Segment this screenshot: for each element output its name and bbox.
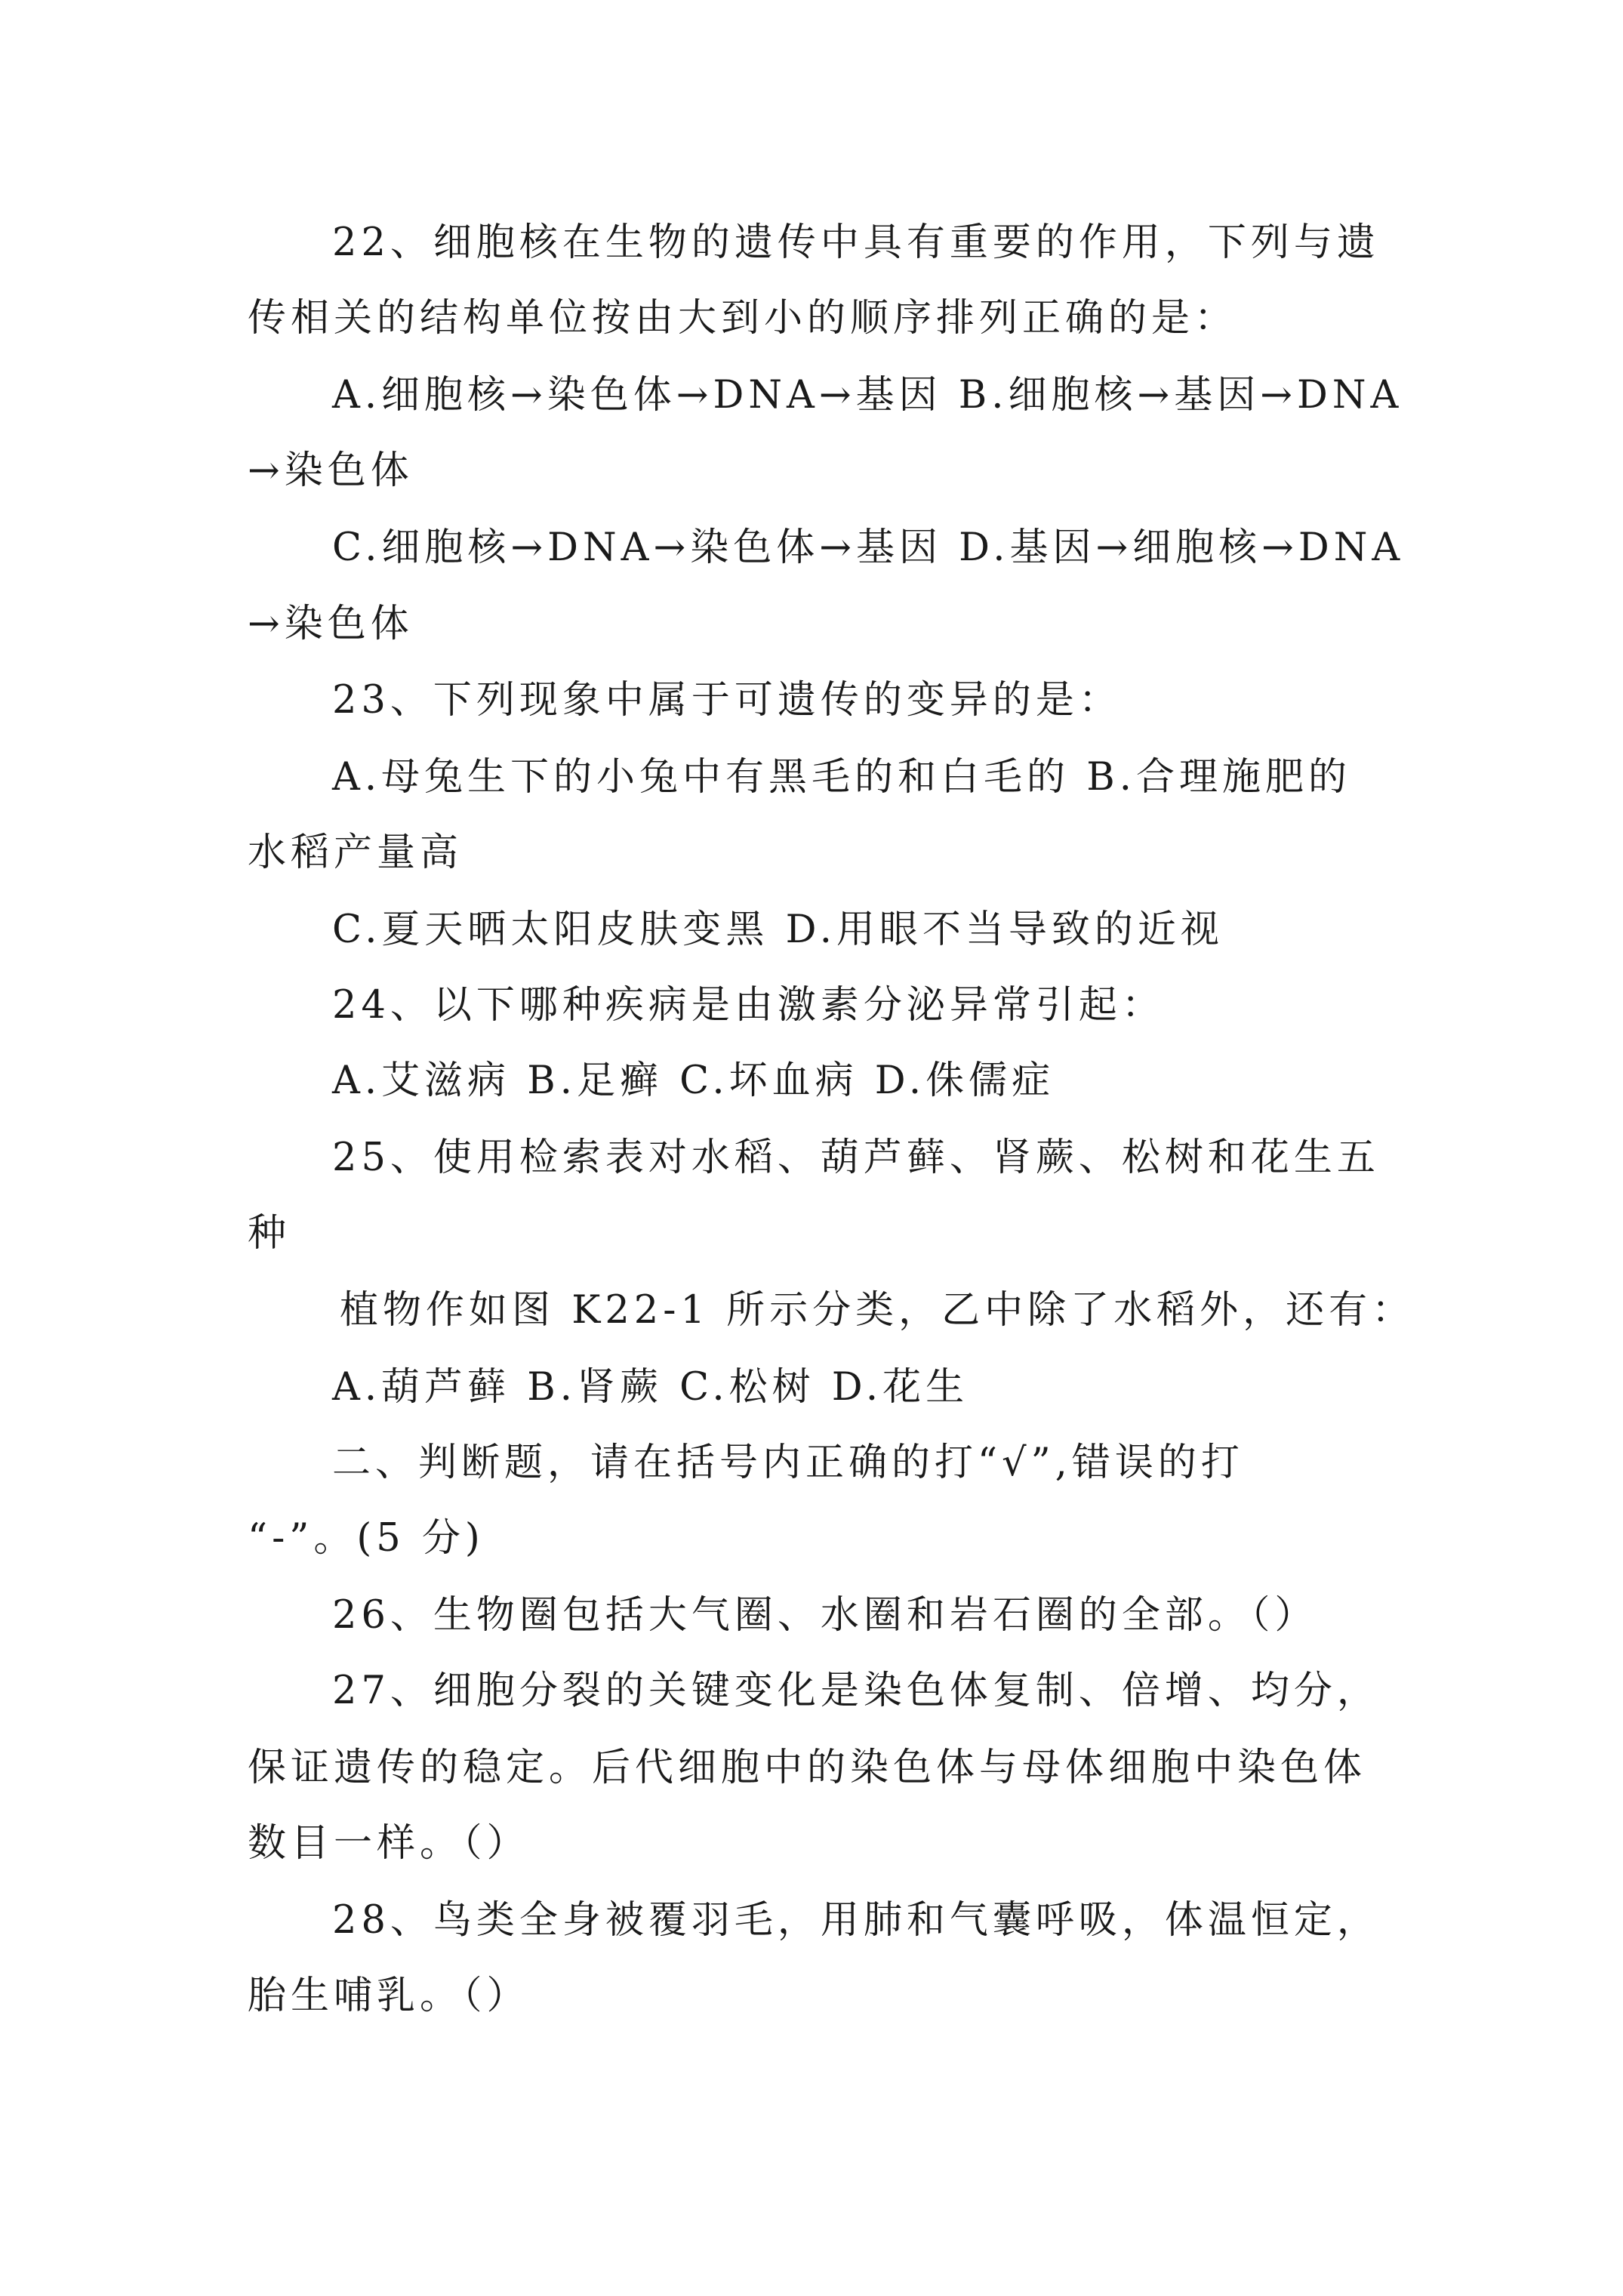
q24-stem: 24、以下哪种疾病是由激素分泌异常引起： <box>332 983 1165 1028</box>
section-2-heading-line-2: “-”。(5 分) <box>248 1516 485 1561</box>
q23-stem: 23、下列现象中属于可遗传的变异的是： <box>332 678 1122 723</box>
q28-statement-line-2: 胎生哺乳。（） <box>248 1974 530 2018</box>
q23-options-line-2: 水稻产量高 <box>248 831 463 875</box>
q25-stem-line-1: 25、使用检索表对水稻、葫芦藓、肾蕨、松树和花生五 <box>332 1136 1380 1180</box>
q25-options: A.葫芦藓 B.肾蕨 C.松树 D.花生 <box>332 1365 969 1410</box>
q26-statement: 26、生物圈包括大气圈、水圈和岩石圈的全部。（） <box>332 1593 1318 1638</box>
q25-stem-line-2: 种 <box>248 1211 291 1256</box>
q22-options-line-2: →染色体 <box>248 448 414 493</box>
q22-options-line-4: →染色体 <box>248 602 414 646</box>
section-2-heading-line-1: 二、判断题，请在括号内正确的打“√”,错误的打 <box>332 1441 1244 1485</box>
q27-statement-line-2: 保证遗传的稳定。后代细胞中的染色体与母体细胞中染色体 <box>248 1746 1367 1790</box>
q22-stem-line-2: 传相关的结构单位按由大到小的顺序排列正确的是： <box>248 296 1238 341</box>
q23-options-line-3: C.夏天晒太阳皮肤变黑 D.用眼不当导致的近视 <box>332 908 1224 952</box>
q27-statement-line-3: 数目一样。（） <box>248 1821 530 1866</box>
q28-statement-line-1: 28、鸟类全身被覆羽毛，用肺和气囊呼吸，体温恒定， <box>332 1898 1380 1943</box>
q27-statement-line-1: 27、细胞分裂的关键变化是染色体复制、倍增、均分， <box>332 1669 1380 1713</box>
q23-options-line-1: A.母兔生下的小兔中有黑毛的和白毛的 B.合理施肥的 <box>332 755 1351 800</box>
q25-stem-line-3: 植物作如图 K22-1 所示分类，乙中除了水稻外，还有： <box>340 1288 1415 1333</box>
q24-options: A.艾滋病 B.足癣 C.坏血病 D.侏儒症 <box>332 1059 1055 1103</box>
q22-options-line-1: A.细胞核→染色体→DNA→基因 B.细胞核→基因→DNA <box>332 373 1403 418</box>
q22-options-line-3: C.细胞核→DNA→染色体→基因 D.基因→细胞核→DNA <box>332 525 1405 570</box>
q22-stem-line-1: 22、细胞核在生物的遗传中具有重要的作用，下列与遗 <box>332 220 1380 265</box>
